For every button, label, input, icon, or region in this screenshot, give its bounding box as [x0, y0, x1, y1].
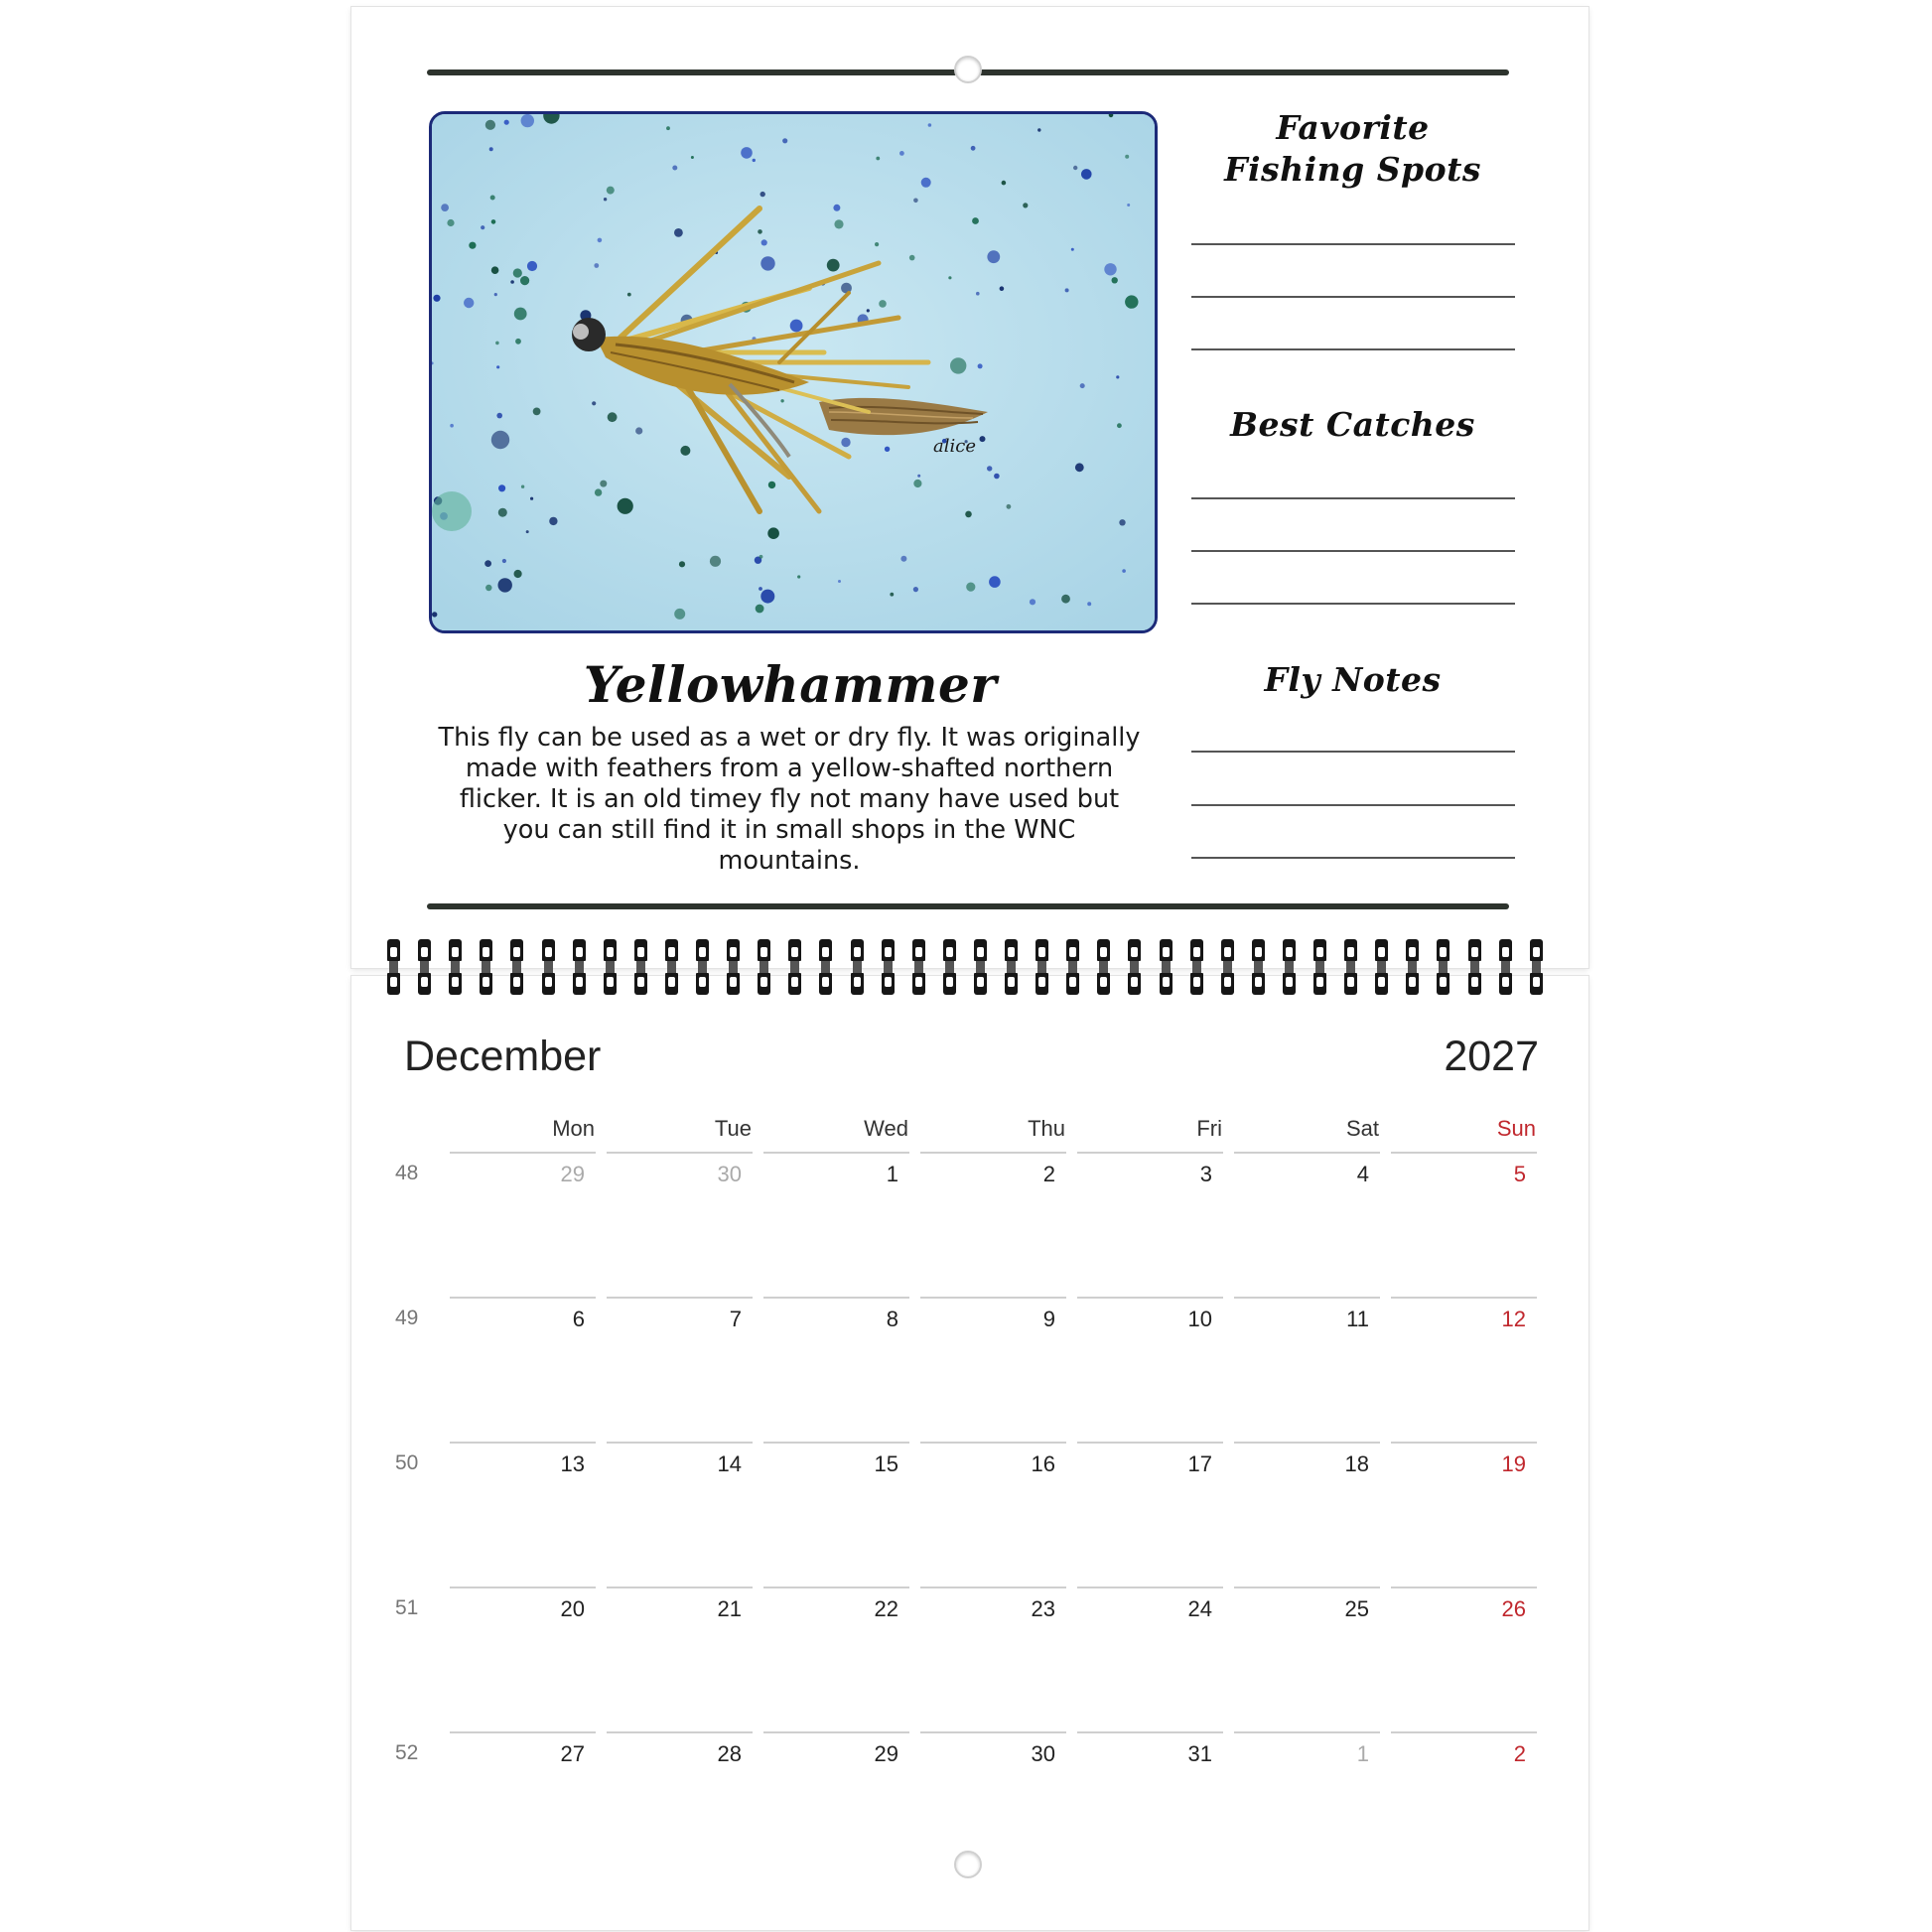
day-cell-border [1077, 1587, 1223, 1588]
day-number: 26 [1501, 1596, 1526, 1621]
day-number: 15 [874, 1451, 898, 1476]
spiral-coil [696, 939, 709, 995]
day-number: 9 [1042, 1307, 1055, 1331]
heading-line: Fishing Spots [1224, 150, 1481, 189]
spiral-coil [758, 939, 770, 995]
day-number: 3 [1199, 1162, 1212, 1186]
day-cell-border [1391, 1297, 1537, 1299]
day-cell-border [920, 1731, 1066, 1733]
day-cell-border [1234, 1442, 1380, 1444]
weekday-header: Thu [1028, 1116, 1065, 1141]
month-name: December [404, 1033, 602, 1080]
year-label: 2027 [1444, 1033, 1539, 1080]
day-cell-border [1391, 1152, 1537, 1154]
day-cell-border [1234, 1297, 1380, 1299]
day-cell-border [607, 1587, 753, 1588]
weekday-header: Fri [1196, 1116, 1222, 1141]
day-cell-border [1077, 1297, 1223, 1299]
spiral-coil [788, 939, 801, 995]
hanging-hole-bottom [954, 1851, 982, 1878]
spiral-coil [665, 939, 678, 995]
day-number: 24 [1187, 1596, 1212, 1621]
spiral-coil [449, 939, 462, 995]
spiral-coil [912, 939, 925, 995]
day-cell-border [607, 1152, 753, 1154]
write-line [1191, 243, 1515, 245]
fly-title: Yellowhammer [583, 655, 998, 714]
spiral-coil [1066, 939, 1079, 995]
weekday-header: Sat [1345, 1116, 1379, 1141]
day-number: 17 [1187, 1451, 1212, 1476]
day-number: 6 [572, 1307, 585, 1331]
day-cell-border [450, 1442, 596, 1444]
heading-line: Favorite [1276, 108, 1430, 147]
day-cell-border [607, 1442, 753, 1444]
day-cell-border [607, 1731, 753, 1733]
spiral-coil [1499, 939, 1512, 995]
day-number: 7 [729, 1307, 742, 1331]
day-number: 22 [874, 1596, 898, 1621]
spiral-coil [1097, 939, 1110, 995]
fly-illustration [429, 111, 1158, 633]
spiral-coil [1437, 939, 1449, 995]
day-cell-border [920, 1587, 1066, 1588]
day-cell-border [1391, 1731, 1537, 1733]
day-cell-border [450, 1731, 596, 1733]
day-number: 19 [1501, 1451, 1526, 1476]
day-number: 14 [717, 1451, 742, 1476]
write-line [1191, 550, 1515, 552]
spiral-coil [634, 939, 647, 995]
spiral-coil [542, 939, 555, 995]
day-number: 29 [560, 1162, 585, 1186]
day-cell-border [450, 1587, 596, 1588]
spiral-coil [727, 939, 740, 995]
day-number: 11 [1346, 1307, 1369, 1331]
spiral-coil [1221, 939, 1234, 995]
day-number: 4 [1356, 1162, 1369, 1186]
write-line [1191, 497, 1515, 499]
day-cell-border [607, 1297, 753, 1299]
day-number: 12 [1501, 1307, 1526, 1331]
day-number: 21 [717, 1596, 742, 1621]
spiral-coil [1344, 939, 1357, 995]
write-line [1191, 751, 1515, 753]
day-cell-border [763, 1731, 909, 1733]
spiral-coil [1530, 939, 1543, 995]
day-number: 25 [1344, 1596, 1369, 1621]
day-number: 18 [1344, 1451, 1369, 1476]
weekday-header: Wed [864, 1116, 908, 1141]
write-line [1191, 603, 1515, 605]
hanging-hole-top [954, 56, 982, 83]
day-number: 1 [1356, 1741, 1369, 1766]
day-number: 16 [1031, 1451, 1055, 1476]
day-cell-border [920, 1442, 1066, 1444]
spiral-coil [974, 939, 987, 995]
day-cell-border [1077, 1152, 1223, 1154]
spiral-coil [851, 939, 864, 995]
day-number: 20 [560, 1596, 585, 1621]
day-cell-border [763, 1587, 909, 1588]
spiral-coil [1005, 939, 1018, 995]
day-number: 27 [560, 1741, 585, 1766]
spiral-coil [604, 939, 617, 995]
day-cell-border [1234, 1587, 1380, 1588]
fly-description: This fly can be used as a wet or dry fly. It was originally made with feathers from a yellow-shafted northern flicker. It is an old timey fly not many have used but you can still find it in small shops in the WNC mountains. [438, 723, 1141, 876]
day-number: 2 [1042, 1162, 1055, 1186]
best-catches-heading: Best Catches [1230, 405, 1475, 444]
day-cell-border [763, 1152, 909, 1154]
spiral-coil [882, 939, 895, 995]
bottom-rule [427, 903, 1509, 909]
day-cell-border [1077, 1731, 1223, 1733]
day-number: 28 [717, 1741, 742, 1766]
week-number: 48 [395, 1162, 419, 1184]
weekday-header: Mon [552, 1116, 595, 1141]
day-number: 8 [886, 1307, 898, 1331]
day-number: 30 [1031, 1741, 1055, 1766]
day-number: 2 [1513, 1741, 1526, 1766]
day-cell-border [1391, 1587, 1537, 1588]
day-cell-border [1234, 1731, 1380, 1733]
spiral-coil [1128, 939, 1141, 995]
week-number: 51 [395, 1596, 419, 1619]
week-number: 50 [395, 1451, 419, 1474]
spiral-coil [1283, 939, 1296, 995]
day-cell-border [763, 1442, 909, 1444]
write-line [1191, 296, 1515, 298]
fly-notes-heading: Fly Notes [1264, 660, 1442, 699]
day-number: 23 [1031, 1596, 1055, 1621]
artist-signature: alice [933, 436, 976, 457]
day-number: 1 [886, 1162, 898, 1186]
spiral-coil [1375, 939, 1388, 995]
spiral-coil [1252, 939, 1265, 995]
spiral-coil [573, 939, 586, 995]
day-number: 30 [717, 1162, 742, 1186]
spiral-coil [1190, 939, 1203, 995]
spiral-coil [1035, 939, 1048, 995]
day-cell-border [450, 1152, 596, 1154]
favorite-spots-heading [1186, 107, 1519, 191]
write-line [1191, 348, 1515, 350]
day-cell-border [1077, 1442, 1223, 1444]
day-cell-border [1234, 1152, 1380, 1154]
day-number: 10 [1187, 1307, 1212, 1331]
spiral-coil [480, 939, 492, 995]
spiral-coil [1313, 939, 1326, 995]
spiral-coil [418, 939, 431, 995]
day-number: 29 [874, 1741, 898, 1766]
write-line [1191, 804, 1515, 806]
day-number: 5 [1513, 1162, 1526, 1186]
spiral-binding [387, 939, 1549, 995]
fly-illustration-svg [432, 114, 1155, 630]
day-number: 13 [560, 1451, 585, 1476]
day-cell-border [920, 1297, 1066, 1299]
spiral-coil [510, 939, 523, 995]
spiral-coil [1160, 939, 1173, 995]
weekday-header: Sun [1496, 1116, 1536, 1141]
spiral-coil [1406, 939, 1419, 995]
spiral-coil [943, 939, 956, 995]
day-cell-border [763, 1297, 909, 1299]
week-number: 52 [395, 1741, 419, 1764]
write-line [1191, 857, 1515, 859]
day-cell-border [450, 1297, 596, 1299]
weekday-header: Tue [714, 1116, 752, 1141]
day-cell-border [1391, 1442, 1537, 1444]
day-cell-border [920, 1152, 1066, 1154]
spiral-coil [819, 939, 832, 995]
spiral-coil [1468, 939, 1481, 995]
spiral-coil [387, 939, 400, 995]
day-number: 31 [1187, 1741, 1212, 1766]
week-number: 49 [395, 1307, 419, 1329]
